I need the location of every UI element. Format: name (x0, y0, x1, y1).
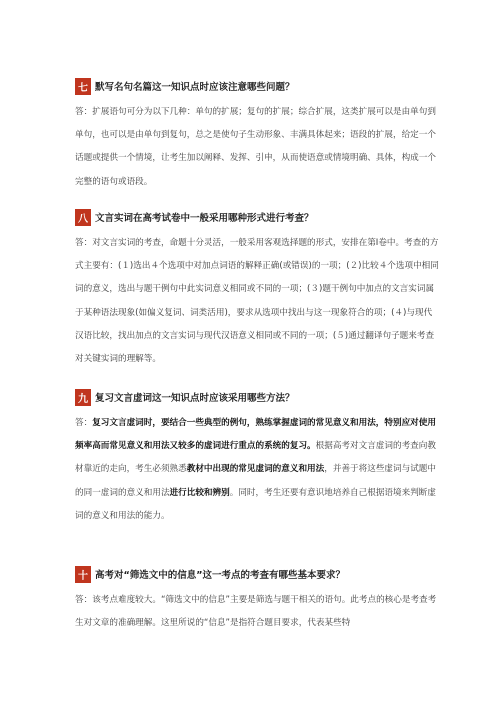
section-8 (75, 207, 440, 371)
answer-text-bold: 复习文言虚词时，要结合一些典型的例句，熟练掌握虚词的常见意义和用法，特别应对使用频率高而常见意义和用法又较多的虚词进行重点的系统的复习。 (75, 418, 436, 452)
section-number-badge: 八 (75, 209, 91, 226)
section-7 (75, 76, 440, 194)
answer-paragraph: 答：该考点难度较大。“筛选文中的信息”主要是筛选与题干相关的语句。此考点的核心是考查考生对文章的准确理解。这里所说的“信息”是指符合题目要求，代表某些特 (75, 595, 437, 629)
question-heading: 默写名句名篇这一知识点时应该注意哪些问题？ (95, 82, 295, 93)
section-number-badge: 七 (75, 78, 91, 95)
section-number-badge: 九 (75, 389, 91, 406)
section-10 (75, 564, 440, 635)
section-9 (75, 387, 440, 528)
question-heading: 高考对“筛选文中的信息”这一考点的考查有哪些基本要求？ (95, 570, 345, 581)
question-heading: 复习文言虚词这一知识点时应该采用哪些方法？ (95, 393, 295, 404)
answer-text-bold: 教材中出现的常见虚词的意义和用法 (186, 464, 325, 475)
answer-text-bold: 进行比较和辨别 (169, 487, 230, 498)
answer-text-normal: 根据高考对文言虚词的考查向教材靠近的走向，考生必须熟悉 (75, 441, 436, 475)
answer-text-normal: 。同时，考生还要有意识地培养自己根据语境来判断虚词的意义和用法的能力。 (75, 487, 436, 521)
answer-paragraph: 答：对文言实词的考查，命题十分灵活，一般采用客观选择题的形式，安排在第Ⅰ卷中。考查的方式主要有：(１)选出４个选项中对加点词语的解释正确(或错误)的一项；(２)比较４个选项中相同词的意义，选出与题干例句中此实词意义相同或不同的一项；(３)题干例句中加点的文言实词属于某种语法现象(如偏义复词、词类活用)，要求从选项中找出与这一现象符合的项；(４)与现代汉语比较，找出加点的文言实词与现代汉语意义相同或不同的一项；(５)通过翻译句子题来考查对关键实词的理解等。 (75, 238, 439, 365)
question-row (75, 76, 440, 96)
answer-paragraph (75, 412, 440, 528)
question-row (75, 387, 440, 407)
section-number-badge: 十 (75, 566, 91, 583)
question-row (75, 207, 440, 227)
answer-paragraph: 答：扩展语句可分为以下几种：单句的扩展；复句的扩展；综合扩展，这类扩展可以是由单句到单句，也可以是由单句到复句，总之是使句子生动形象、丰满具体起来；语段的扩展，给定一个话题或提供一个情境，让考生加以阐释、发挥、引申，从而使语意或情境明确、具体，构成一个完整的语句或语段。 (75, 107, 436, 187)
question-heading: 文言实词在高考试卷中一般采用哪种形式进行考查？ (95, 213, 314, 224)
answer-text-normal: 答： (75, 418, 93, 428)
question-row (75, 564, 440, 584)
answer-text-normal: ，并善于将这些虚词与试题中的同一虚词的意义和用法 (75, 464, 436, 498)
